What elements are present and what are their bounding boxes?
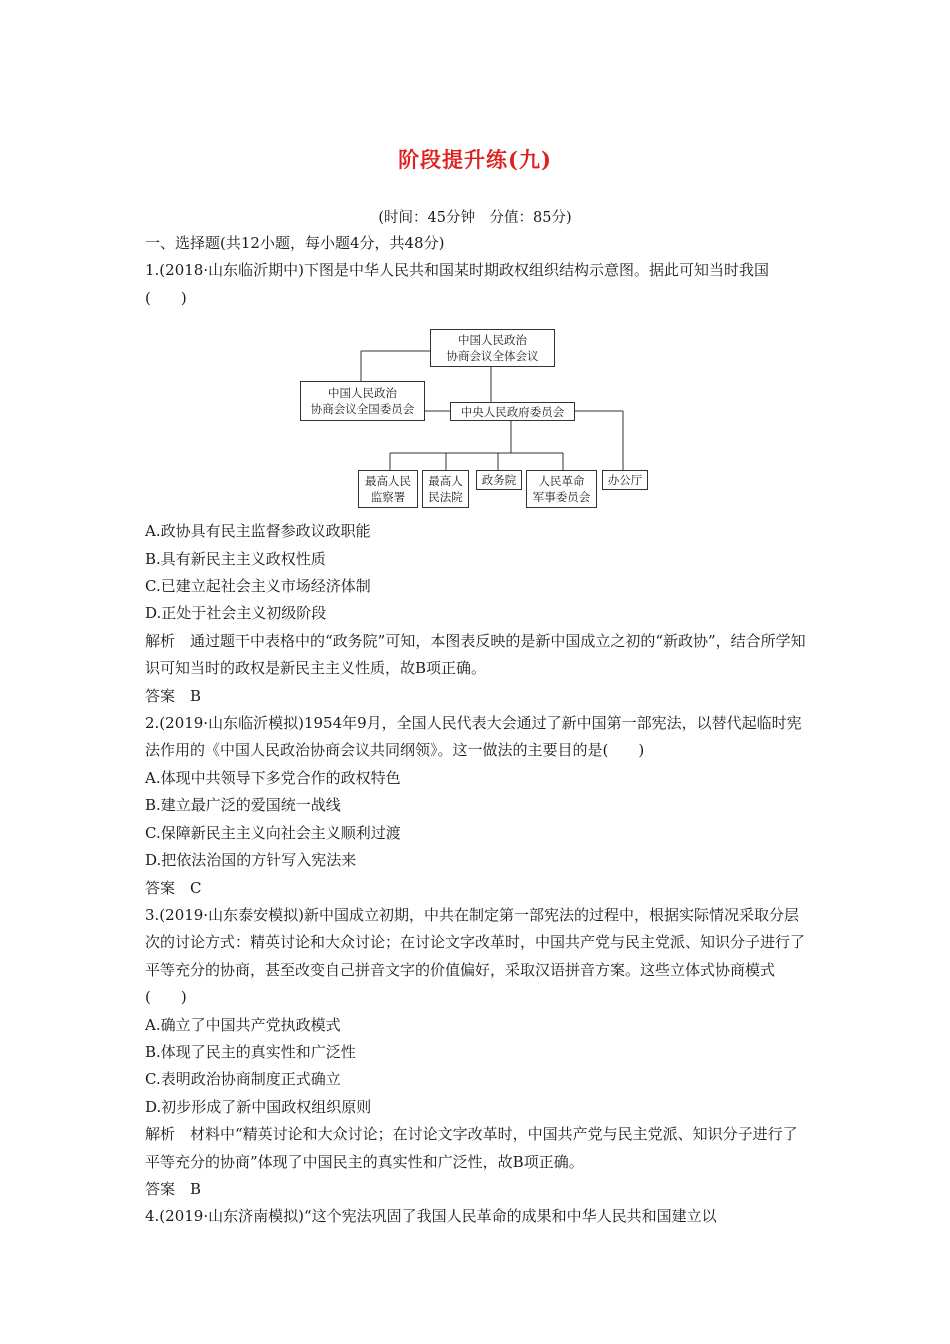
q1-option-d: D.正处于社会主义初级阶段 bbox=[145, 604, 327, 623]
q1-answer: 答案 B bbox=[145, 686, 202, 705]
q1-option-b: B.具有新民主主义政权性质 bbox=[145, 549, 326, 568]
bottom-box-5: 办公厅 bbox=[602, 470, 648, 490]
q2-option-a: A.体现中共领导下多党合作的政权特色 bbox=[145, 768, 401, 787]
q3-analysis: 解析 材料中“精英讨论和大众讨论；在讨论文字改革时，中国共产党与民主党派、知识分子进行了平等充分的协商”体现了中国民主的真实性和广泛性，故B项正确。 bbox=[145, 1125, 798, 1171]
top-box: 中国人民政治 协商会议全体会议 bbox=[430, 329, 555, 367]
org-structure-diagram bbox=[145, 318, 810, 505]
bottom-box-1: 最高人民 监察署 bbox=[358, 470, 418, 508]
bottom-box-2: 最高人 民法院 bbox=[422, 470, 469, 508]
q4-stem: 4.(2019·山东济南模拟)“这个宪法巩固了我国人民革命的成果和中华人民共和国建立以 bbox=[145, 1207, 717, 1226]
bottom-box-3: 政务院 bbox=[476, 470, 522, 490]
q3-stem: 3.(2019·山东泰安模拟)新中国成立初期，中共在制定第一部宪法的过程中，根据实际情况采取分层次的讨论方式：精英讨论和大众讨论；在讨论文字改革时，中国共产党与民主党派、知识分子进行了平等充分的协商，甚至改变自己拼音文字的价值偏好，采取汉语拼音方案。这些立体式协商模式( ) bbox=[145, 905, 806, 1007]
q1-analysis: 解析 通过题干中表格中的“政务院”可知，本图表反映的是新中国成立之初的“新政协”，结合所学知识可知当时的政权是新民主主义性质，故B项正确。 bbox=[145, 631, 806, 678]
left-box: 中国人民政治 协商会议全国委员会 bbox=[300, 381, 425, 421]
page-subtitle: (时间：45分钟 分值：85分) bbox=[378, 210, 572, 226]
q3-option-d: D.初步形成了新中国政权组织原则 bbox=[145, 1097, 372, 1116]
q3-option-a: A.确立了中国共产党执政模式 bbox=[145, 1015, 341, 1034]
q2-option-c: C.保障新民主主义向社会主义顺利过渡 bbox=[145, 823, 401, 842]
q1-stem: 1.(2018·山东临沂期中)下图是中华人民共和国某时期政权组织结构示意图。据此可知当时我国( ) bbox=[145, 261, 769, 307]
q3-answer: 答案 B bbox=[145, 1179, 202, 1198]
page-title: 阶段提升练(九) bbox=[398, 147, 552, 172]
q3-option-b: B.体现了民主的真实性和广泛性 bbox=[145, 1042, 356, 1061]
q2-stem: 2.(2019·山东临沂模拟)1954年9月，全国人民代表大会通过了新中国第一部宪法，以替代起临时宪法作用的《中国人民政治协商会议共同纲领》。这一做法的主要目的是( ) bbox=[145, 714, 802, 760]
section-heading: 一、选择题(共12小题，每小题4分，共48分) bbox=[145, 234, 445, 252]
document-body bbox=[145, 230, 810, 1231]
q2-option-d: D.把依法治国的方针写入宪法来 bbox=[145, 851, 357, 870]
q3-option-c: C.表明政治协商制度正式确立 bbox=[145, 1070, 341, 1089]
q1-option-a: A.政协具有民主监督参政议政职能 bbox=[145, 522, 371, 541]
bottom-box-4: 人民革命 军事委员会 bbox=[526, 470, 597, 508]
q1-option-c: C.已建立起社会主义市场经济体制 bbox=[145, 577, 371, 596]
q2-answer: 答案 C bbox=[145, 878, 202, 897]
center-box: 中央人民政府委员会 bbox=[450, 402, 575, 421]
q2-option-b: B.建立最广泛的爱国统一战线 bbox=[145, 796, 341, 815]
